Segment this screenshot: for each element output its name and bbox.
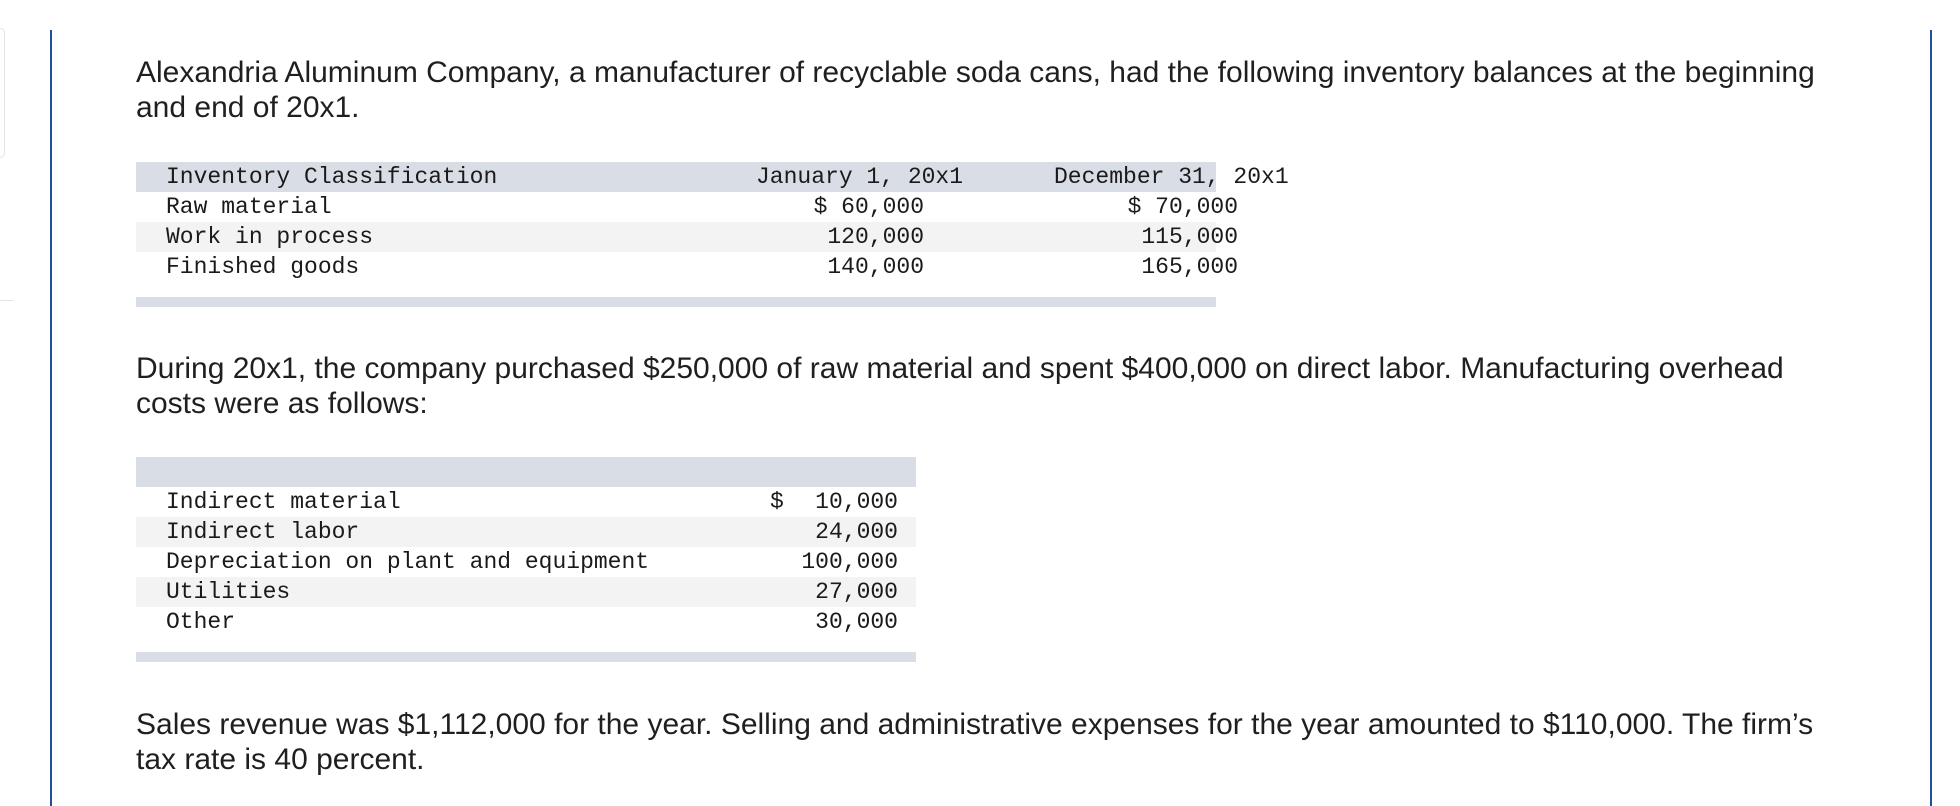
december-value: $ 70,000 bbox=[1127, 194, 1238, 220]
row-label: Raw material bbox=[166, 194, 332, 220]
table-row bbox=[136, 252, 1238, 282]
row-label: Other bbox=[166, 609, 236, 635]
december-value: 115,000 bbox=[1141, 224, 1238, 250]
row-label: Utilities bbox=[166, 579, 291, 605]
amount-value: 100,000 bbox=[801, 549, 898, 575]
header-inventory-classification: Inventory Classification bbox=[166, 164, 498, 190]
table-row bbox=[136, 547, 916, 577]
table-footer-bar bbox=[136, 652, 916, 662]
right-border-line bbox=[1930, 30, 1932, 806]
currency-symbol: $ bbox=[770, 489, 784, 515]
divider bbox=[0, 300, 14, 301]
row-label: Depreciation on plant and equipment bbox=[166, 549, 650, 575]
header-december: December 31, 20x1 bbox=[1054, 164, 1289, 190]
intro-paragraph: Alexandria Aluminum Company, a manufacturer of recyclable soda cans, had the following inventory balances at the beginning and end of 20x1. bbox=[136, 56, 1815, 124]
table-row bbox=[136, 517, 916, 547]
amount-value: 27,000 bbox=[815, 579, 898, 605]
january-value: 120,000 bbox=[827, 224, 924, 250]
sales-paragraph: Sales revenue was $1,112,000 for the year. Selling and administrative expenses for the year amounted to $110,000. The firm’s tax rate is 40 percent. bbox=[136, 708, 1814, 776]
amount-value: 30,000 bbox=[815, 609, 898, 635]
row-label: Indirect material bbox=[166, 489, 401, 515]
december-value: 165,000 bbox=[1141, 254, 1238, 280]
amount-value: 10,000 bbox=[815, 489, 898, 515]
row-label: Indirect labor bbox=[166, 519, 360, 545]
january-value: $ 60,000 bbox=[813, 194, 924, 220]
table-row bbox=[136, 487, 916, 517]
overhead-table bbox=[136, 457, 916, 662]
inventory-table bbox=[136, 162, 1289, 307]
table-header-row bbox=[136, 457, 916, 487]
table-row bbox=[136, 577, 916, 607]
table-header-row bbox=[136, 162, 1289, 192]
row-label: Finished goods bbox=[166, 254, 360, 280]
purchases-paragraph: During 20x1, the company purchased $250,000 of raw material and spent $400,000 on direct labor. Manufacturing overhead costs were as follows: bbox=[136, 352, 1784, 420]
table-spacer bbox=[136, 282, 1216, 297]
row-label: Work in process bbox=[166, 224, 374, 250]
table-footer-bar bbox=[136, 297, 1216, 307]
table-row bbox=[136, 607, 916, 637]
table-spacer bbox=[136, 637, 916, 652]
header-january: January 1, 20x1 bbox=[756, 164, 964, 190]
side-panel-tab[interactable] bbox=[0, 28, 5, 158]
table-row bbox=[136, 222, 1238, 252]
january-value: 140,000 bbox=[827, 254, 924, 280]
amount-value: 24,000 bbox=[815, 519, 898, 545]
table-row bbox=[136, 192, 1238, 222]
left-border-line bbox=[50, 30, 52, 806]
